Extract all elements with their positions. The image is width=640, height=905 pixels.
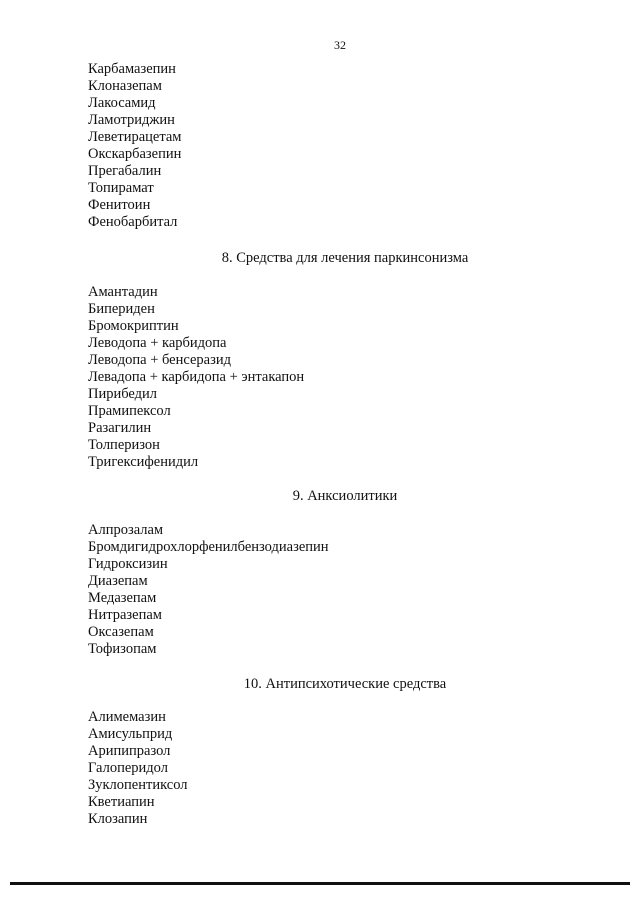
list-item: Пирибедил: [88, 386, 158, 402]
list-item: Гидроксизин: [88, 556, 168, 572]
drug-list-section-9: [88, 522, 329, 658]
drug-list-section-10: [88, 709, 188, 828]
list-item: Топирамат: [88, 180, 154, 196]
list-item: Оксазепам: [88, 624, 154, 640]
list-item: Бромдигидрохлорфенилбензодиазепин: [88, 539, 329, 555]
list-item: Бипериден: [88, 301, 155, 317]
list-item: Амантадин: [88, 284, 158, 300]
list-item: Фенитоин: [88, 197, 151, 213]
list-item: Нитразепам: [88, 607, 162, 623]
list-item: Леводопа + бенсеразид: [88, 352, 231, 368]
list-item: Леветирацетам: [88, 129, 182, 145]
list-item: Кветиапин: [88, 794, 155, 810]
list-item: Тофизопам: [88, 641, 157, 657]
page-number: 32: [334, 38, 346, 52]
list-item: Прамипексол: [88, 403, 171, 419]
list-item: Толперизон: [88, 437, 160, 453]
list-item: Диазепам: [88, 573, 148, 589]
list-item: Фенобарбитал: [88, 214, 178, 230]
list-item: Арипипразол: [88, 743, 171, 759]
section-heading-8: 8. Средства для лечения паркинсонизма: [221, 250, 469, 266]
drug-list-section-8: [88, 284, 304, 471]
list-item: Карбамазепин: [88, 61, 176, 77]
list-item: Прегабалин: [88, 163, 162, 179]
list-item: Лакосамид: [88, 95, 156, 111]
list-item: Галоперидол: [88, 760, 168, 776]
drug-list-continued: [88, 61, 181, 231]
list-item: Клозапин: [88, 811, 148, 827]
list-item: Клоназепам: [88, 78, 162, 94]
list-item: Разагилин: [88, 420, 152, 436]
list-item: Алпрозалам: [88, 522, 164, 538]
section-heading-10: 10. Антипсихотические средства: [243, 676, 447, 692]
list-item: Медазепам: [88, 590, 157, 606]
list-item: Тригексифенидил: [88, 454, 199, 470]
bottom-rule: [10, 882, 630, 885]
list-item: Амисульприд: [88, 726, 173, 742]
list-item: Левадопа + карбидопа + энтакапон: [88, 369, 305, 385]
list-item: Леводопа + карбидопа: [88, 335, 227, 351]
section-heading-9: 9. Анксиолитики: [292, 488, 398, 504]
list-item: Бромокриптин: [88, 318, 179, 334]
list-item: Алимемазин: [88, 709, 166, 725]
list-item: Ламотриджин: [88, 112, 175, 128]
list-item: Зуклопентиксол: [88, 777, 188, 793]
list-item: Окскарбазепин: [88, 146, 182, 162]
